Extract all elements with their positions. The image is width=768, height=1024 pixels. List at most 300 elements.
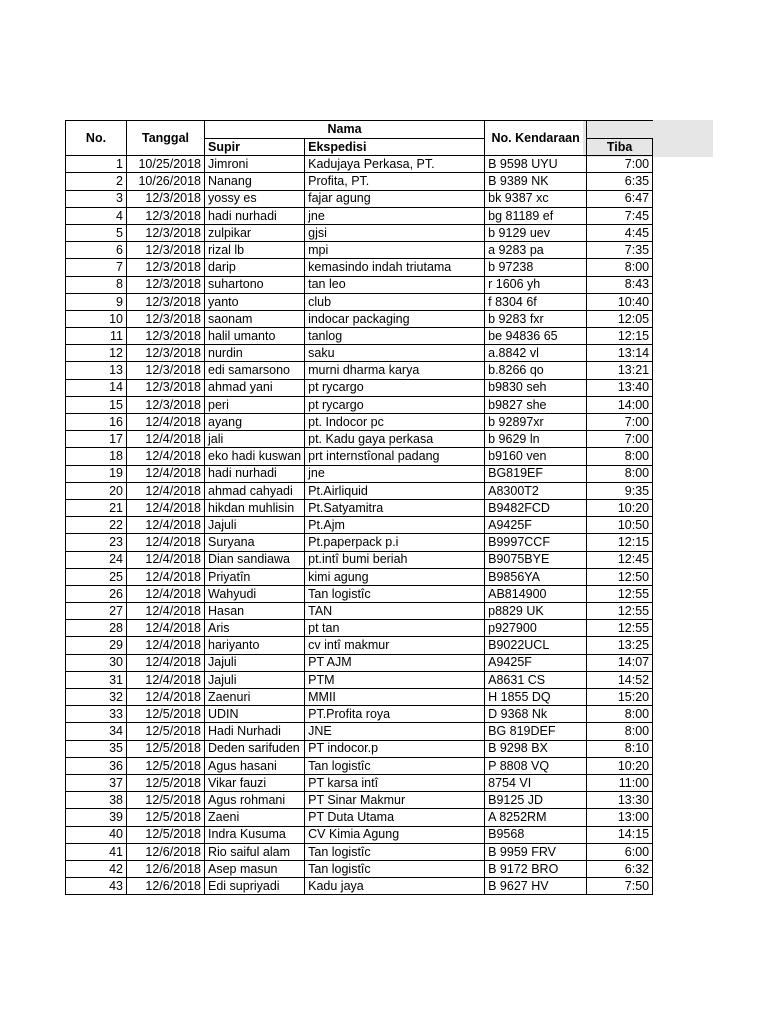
cell-kendaraan: B9856YA	[485, 568, 587, 585]
cell-ekspedisi: PT AJM	[305, 654, 485, 671]
cell-supir: edi samarsono	[205, 362, 305, 379]
table-row	[66, 860, 653, 877]
cell-supir: saonam	[205, 310, 305, 327]
cell-supir: yossy es	[205, 190, 305, 207]
table-row	[66, 362, 653, 379]
cell-tiba: 6:47	[587, 190, 653, 207]
cell-supir: Vikar fauzi	[205, 774, 305, 791]
cell-supir: Zaenuri	[205, 689, 305, 706]
cell-kendaraan: p927900	[485, 620, 587, 637]
cell-ekspedisi: PT Duta Utama	[305, 809, 485, 826]
cell-kendaraan: B9075BYE	[485, 551, 587, 568]
cell-kendaraan: b9160 ven	[485, 448, 587, 465]
cell-tiba: 6:35	[587, 173, 653, 190]
cell-supir: Edi supriyadi	[205, 878, 305, 895]
cell-tiba: 13:30	[587, 792, 653, 809]
cell-ekspedisi: Pt.Satyamitra	[305, 499, 485, 516]
cell-ekspedisi: MMII	[305, 689, 485, 706]
table-row	[66, 293, 653, 310]
cell-supir: Asep masun	[205, 860, 305, 877]
cell-tiba: 13:14	[587, 345, 653, 362]
cell-kendaraan: f 8304 6f	[485, 293, 587, 310]
cell-tiba: 8:00	[587, 259, 653, 276]
cell-no: 18	[66, 448, 127, 465]
cell-ekspedisi: TAN	[305, 603, 485, 620]
table-row	[66, 585, 653, 602]
cell-tanggal: 12/3/2018	[127, 224, 205, 241]
cell-tanggal: 10/26/2018	[127, 173, 205, 190]
cell-kendaraan: be 94836 65	[485, 328, 587, 345]
cell-ekspedisi: Pt.paperpack p.i	[305, 534, 485, 551]
cell-tiba: 7:45	[587, 207, 653, 224]
cell-no: 32	[66, 689, 127, 706]
cell-kendaraan: r 1606 yh	[485, 276, 587, 293]
cell-no: 39	[66, 809, 127, 826]
table-row	[66, 689, 653, 706]
cell-ekspedisi: pt. Indocor pc	[305, 414, 485, 431]
cell-tiba: 10:20	[587, 499, 653, 516]
cell-kendaraan: B9568	[485, 826, 587, 843]
cell-ekspedisi: Profita, PT.	[305, 173, 485, 190]
cell-no: 14	[66, 379, 127, 396]
cell-ekspedisi: Kadujaya Perkasa, PT.	[305, 156, 485, 173]
cell-kendaraan: bk 9387 xc	[485, 190, 587, 207]
cell-tiba: 7:00	[587, 431, 653, 448]
cell-ekspedisi: Pt.Airliquid	[305, 482, 485, 499]
cell-ekspedisi: kimi agung	[305, 568, 485, 585]
cell-tanggal: 12/4/2018	[127, 414, 205, 431]
cell-tiba: 15:20	[587, 689, 653, 706]
cell-kendaraan: b 9629 ln	[485, 431, 587, 448]
cell-tanggal: 12/3/2018	[127, 207, 205, 224]
header-ekspedisi: Ekspedisi	[305, 139, 485, 156]
cell-tiba: 10:40	[587, 293, 653, 310]
cell-kendaraan: P 8808 VQ	[485, 757, 587, 774]
cell-ekspedisi: club	[305, 293, 485, 310]
cell-kendaraan: D 9368 Nk	[485, 706, 587, 723]
cell-no: 41	[66, 843, 127, 860]
cell-no: 26	[66, 585, 127, 602]
cell-supir: hariyanto	[205, 637, 305, 654]
cell-tanggal: 12/4/2018	[127, 448, 205, 465]
cell-supir: ahmad yani	[205, 379, 305, 396]
cell-kendaraan: H 1855 DQ	[485, 689, 587, 706]
cell-supir: Hasan	[205, 603, 305, 620]
table-row	[66, 173, 653, 190]
cell-ekspedisi: pt. Kadu gaya perkasa	[305, 431, 485, 448]
cell-tanggal: 12/4/2018	[127, 465, 205, 482]
cell-tiba: 13:21	[587, 362, 653, 379]
cell-tiba: 12:55	[587, 585, 653, 602]
cell-ekspedisi: Tan logistîc	[305, 843, 485, 860]
cell-tanggal: 12/3/2018	[127, 242, 205, 259]
cell-no: 38	[66, 792, 127, 809]
cell-no: 16	[66, 414, 127, 431]
cell-no: 40	[66, 826, 127, 843]
cell-no: 31	[66, 671, 127, 688]
cell-ekspedisi: Tan logistîc	[305, 757, 485, 774]
table-row	[66, 826, 653, 843]
cell-tanggal: 12/4/2018	[127, 637, 205, 654]
cell-tanggal: 12/3/2018	[127, 190, 205, 207]
cell-supir: Agus hasani	[205, 757, 305, 774]
cell-tiba: 13:40	[587, 379, 653, 396]
table-row	[66, 637, 653, 654]
cell-kendaraan: B 9627 HV	[485, 878, 587, 895]
cell-supir: UDIN	[205, 706, 305, 723]
cell-no: 33	[66, 706, 127, 723]
cell-supir: ayang	[205, 414, 305, 431]
cell-kendaraan: B 9172 BRO	[485, 860, 587, 877]
cell-tiba: 12:45	[587, 551, 653, 568]
cell-tiba: 7:35	[587, 242, 653, 259]
header-supir: Supir	[205, 139, 305, 156]
cell-supir: hikdan muhlisin	[205, 499, 305, 516]
cell-ekspedisi: pt tan	[305, 620, 485, 637]
table-row	[66, 242, 653, 259]
cell-ekspedisi: prt internstîonal padang	[305, 448, 485, 465]
cell-no: 22	[66, 517, 127, 534]
table-row	[66, 190, 653, 207]
cell-no: 15	[66, 396, 127, 413]
cell-kendaraan: p8829 UK	[485, 603, 587, 620]
cell-tiba: 10:50	[587, 517, 653, 534]
cell-no: 34	[66, 723, 127, 740]
cell-kendaraan: b 97238	[485, 259, 587, 276]
cell-ekspedisi: CV Kimia Agung	[305, 826, 485, 843]
cell-no: 24	[66, 551, 127, 568]
cell-ekspedisi: murni dharma karya	[305, 362, 485, 379]
table-row	[66, 482, 653, 499]
cell-ekspedisi: PT.Profita roya	[305, 706, 485, 723]
table-row	[66, 671, 653, 688]
cell-kendaraan: B9997CCF	[485, 534, 587, 551]
cell-tiba: 8:43	[587, 276, 653, 293]
cell-ekspedisi: Pt.Ajm	[305, 517, 485, 534]
cell-supir: hadi nurhadi	[205, 207, 305, 224]
table-row	[66, 259, 653, 276]
cell-ekspedisi: jne	[305, 207, 485, 224]
cell-supir: rizal lb	[205, 242, 305, 259]
cell-tanggal: 12/6/2018	[127, 860, 205, 877]
cell-no: 12	[66, 345, 127, 362]
table-row	[66, 431, 653, 448]
cell-ekspedisi: tanlog	[305, 328, 485, 345]
cell-tanggal: 12/4/2018	[127, 671, 205, 688]
cell-no: 20	[66, 482, 127, 499]
table-row	[66, 224, 653, 241]
cell-ekspedisi: mpi	[305, 242, 485, 259]
cell-no: 36	[66, 757, 127, 774]
cell-supir: Rio saiful alam	[205, 843, 305, 860]
cell-no: 27	[66, 603, 127, 620]
cell-kendaraan: b.8266 qo	[485, 362, 587, 379]
cell-no: 25	[66, 568, 127, 585]
cell-tanggal: 12/4/2018	[127, 620, 205, 637]
cell-kendaraan: A9425F	[485, 517, 587, 534]
cell-tanggal: 12/5/2018	[127, 826, 205, 843]
cell-tanggal: 12/4/2018	[127, 499, 205, 516]
cell-ekspedisi: cv intî makmur	[305, 637, 485, 654]
table-row	[66, 499, 653, 516]
table-header	[66, 121, 653, 156]
cell-kendaraan: b9830 seh	[485, 379, 587, 396]
cell-tanggal: 12/3/2018	[127, 379, 205, 396]
cell-kendaraan: B9125 JD	[485, 792, 587, 809]
cell-supir: peri	[205, 396, 305, 413]
cell-supir: Zaeni	[205, 809, 305, 826]
cell-supir: Wahyudi	[205, 585, 305, 602]
cell-tanggal: 12/5/2018	[127, 706, 205, 723]
table-row	[66, 603, 653, 620]
cell-ekspedisi: kemasindo indah triutama	[305, 259, 485, 276]
cell-tiba: 8:00	[587, 723, 653, 740]
cell-tiba: 12:15	[587, 534, 653, 551]
cell-no: 3	[66, 190, 127, 207]
cell-ekspedisi: gjsi	[305, 224, 485, 241]
cell-kendaraan: B 9298 BX	[485, 740, 587, 757]
cell-no: 11	[66, 328, 127, 345]
cell-kendaraan: b9827 she	[485, 396, 587, 413]
cell-supir: eko hadi kuswan	[205, 448, 305, 465]
cell-tiba: 12:55	[587, 603, 653, 620]
cell-tanggal: 12/3/2018	[127, 293, 205, 310]
cell-kendaraan: bg 81189 ef	[485, 207, 587, 224]
table-row	[66, 774, 653, 791]
table-row	[66, 757, 653, 774]
cell-tanggal: 12/5/2018	[127, 809, 205, 826]
cell-tiba: 12:55	[587, 620, 653, 637]
cell-supir: Aris	[205, 620, 305, 637]
header-no: No.	[66, 121, 127, 156]
cell-tiba: 4:45	[587, 224, 653, 241]
cell-kendaraan: 8754 VI	[485, 774, 587, 791]
cell-kendaraan: A8300T2	[485, 482, 587, 499]
cell-ekspedisi: PT indocor.p	[305, 740, 485, 757]
cell-kendaraan: b 9129 uev	[485, 224, 587, 241]
cell-tanggal: 12/6/2018	[127, 843, 205, 860]
cell-supir: zulpikar	[205, 224, 305, 241]
table-row	[66, 414, 653, 431]
cell-tiba: 8:00	[587, 706, 653, 723]
cell-supir: Jajuli	[205, 654, 305, 671]
cell-ekspedisi: Tan logistîc	[305, 585, 485, 602]
table-row	[66, 276, 653, 293]
header-nama: Nama	[205, 121, 485, 139]
cell-ekspedisi: jne	[305, 465, 485, 482]
cell-ekspedisi: PT Sinar Makmur	[305, 792, 485, 809]
cell-kendaraan: b 92897xr	[485, 414, 587, 431]
table-row	[66, 723, 653, 740]
cell-tiba: 11:00	[587, 774, 653, 791]
table-row	[66, 310, 653, 327]
cell-supir: Indra Kusuma	[205, 826, 305, 843]
cell-kendaraan: A9425F	[485, 654, 587, 671]
cell-no: 23	[66, 534, 127, 551]
cell-tiba: 7:00	[587, 414, 653, 431]
cell-ekspedisi: fajar agung	[305, 190, 485, 207]
cell-supir: Jajuli	[205, 671, 305, 688]
cell-tiba: 8:00	[587, 448, 653, 465]
cell-kendaraan: A 8252RM	[485, 809, 587, 826]
cell-kendaraan: B 9959 FRV	[485, 843, 587, 860]
cell-no: 1	[66, 156, 127, 173]
table-row	[66, 568, 653, 585]
table-row	[66, 809, 653, 826]
cell-no: 9	[66, 293, 127, 310]
cell-tanggal: 12/4/2018	[127, 585, 205, 602]
cell-no: 37	[66, 774, 127, 791]
cell-no: 5	[66, 224, 127, 241]
cell-tanggal: 10/25/2018	[127, 156, 205, 173]
cell-tiba: 6:00	[587, 843, 653, 860]
cell-tanggal: 12/4/2018	[127, 431, 205, 448]
table-row	[66, 740, 653, 757]
cell-ekspedisi: Kadu jaya	[305, 878, 485, 895]
cell-no: 28	[66, 620, 127, 637]
cell-no: 43	[66, 878, 127, 895]
cell-tanggal: 12/3/2018	[127, 328, 205, 345]
cell-tiba: 8:10	[587, 740, 653, 757]
cell-tiba: 13:00	[587, 809, 653, 826]
cell-ekspedisi: PT karsa intî	[305, 774, 485, 791]
cell-no: 10	[66, 310, 127, 327]
table-row	[66, 345, 653, 362]
table-row	[66, 534, 653, 551]
header-kendaraan: No. Kendaraan	[485, 121, 587, 156]
cell-tanggal: 12/4/2018	[127, 603, 205, 620]
cell-tiba: 7:50	[587, 878, 653, 895]
table-row	[66, 620, 653, 637]
cell-kendaraan: A8631 CS	[485, 671, 587, 688]
cell-tiba: 14:52	[587, 671, 653, 688]
cell-tanggal: 12/4/2018	[127, 482, 205, 499]
cell-no: 29	[66, 637, 127, 654]
cell-tiba: 7:00	[587, 156, 653, 173]
cell-tanggal: 12/5/2018	[127, 757, 205, 774]
cell-no: 30	[66, 654, 127, 671]
cell-kendaraan: BG 819DEF	[485, 723, 587, 740]
cell-tanggal: 12/3/2018	[127, 310, 205, 327]
cell-supir: ahmad cahyadi	[205, 482, 305, 499]
table-row	[66, 792, 653, 809]
cell-no: 19	[66, 465, 127, 482]
cell-ekspedisi: indocar packaging	[305, 310, 485, 327]
cell-supir: Jajuli	[205, 517, 305, 534]
cell-kendaraan: a 9283 pa	[485, 242, 587, 259]
cell-tanggal: 12/3/2018	[127, 259, 205, 276]
cell-tanggal: 12/5/2018	[127, 723, 205, 740]
cell-tanggal: 12/3/2018	[127, 276, 205, 293]
cell-tanggal: 12/4/2018	[127, 551, 205, 568]
table-row	[66, 396, 653, 413]
cell-supir: nurdin	[205, 345, 305, 362]
table-body	[66, 156, 653, 895]
cell-tanggal: 12/3/2018	[127, 362, 205, 379]
cell-tanggal: 12/5/2018	[127, 774, 205, 791]
table-row	[66, 878, 653, 895]
cell-tiba: 10:20	[587, 757, 653, 774]
cell-ekspedisi: tan leo	[305, 276, 485, 293]
cell-no: 8	[66, 276, 127, 293]
cell-tanggal: 12/5/2018	[127, 740, 205, 757]
cell-tanggal: 12/4/2018	[127, 654, 205, 671]
cell-supir: jali	[205, 431, 305, 448]
cell-tiba: 9:35	[587, 482, 653, 499]
cell-ekspedisi: saku	[305, 345, 485, 362]
cell-tanggal: 12/4/2018	[127, 534, 205, 551]
cell-tiba: 6:32	[587, 860, 653, 877]
cell-ekspedisi: PTM	[305, 671, 485, 688]
table-row	[66, 207, 653, 224]
cell-kendaraan: B9022UCL	[485, 637, 587, 654]
cell-tanggal: 12/4/2018	[127, 568, 205, 585]
cell-supir: Hadi Nurhadi	[205, 723, 305, 740]
table-row	[66, 156, 653, 173]
arrival-log-table	[65, 120, 653, 895]
cell-tiba: 12:15	[587, 328, 653, 345]
header-tiba-top	[587, 121, 653, 139]
table-row	[66, 465, 653, 482]
cell-no: 21	[66, 499, 127, 516]
cell-tiba: 8:00	[587, 465, 653, 482]
cell-tanggal: 12/4/2018	[127, 517, 205, 534]
cell-supir: Jimroni	[205, 156, 305, 173]
cell-no: 17	[66, 431, 127, 448]
cell-no: 35	[66, 740, 127, 757]
table-row	[66, 379, 653, 396]
cell-supir: Deden sarifuden	[205, 740, 305, 757]
cell-supir: suhartono	[205, 276, 305, 293]
cell-tiba: 14:15	[587, 826, 653, 843]
cell-supir: halil umanto	[205, 328, 305, 345]
cell-tanggal: 12/3/2018	[127, 345, 205, 362]
cell-tanggal: 12/6/2018	[127, 878, 205, 895]
cell-supir: Priyatîn	[205, 568, 305, 585]
cell-ekspedisi: pt rycargo	[305, 396, 485, 413]
cell-supir: Dian sandiawa	[205, 551, 305, 568]
cell-kendaraan: B 9598 UYU	[485, 156, 587, 173]
cell-supir: hadi nurhadi	[205, 465, 305, 482]
header-tiba: Tiba	[587, 139, 653, 156]
cell-no: 7	[66, 259, 127, 276]
cell-ekspedisi: Tan logistîc	[305, 860, 485, 877]
cell-kendaraan: AB814900	[485, 585, 587, 602]
cell-tiba: 14:00	[587, 396, 653, 413]
cell-tanggal: 12/5/2018	[127, 792, 205, 809]
cell-no: 2	[66, 173, 127, 190]
table-row	[66, 654, 653, 671]
table-row	[66, 706, 653, 723]
table-row	[66, 551, 653, 568]
cell-supir: darip	[205, 259, 305, 276]
cell-tiba: 14:07	[587, 654, 653, 671]
cell-supir: Suryana	[205, 534, 305, 551]
header-tanggal: Tanggal	[127, 121, 205, 156]
cell-ekspedisi: pt rycargo	[305, 379, 485, 396]
cell-no: 4	[66, 207, 127, 224]
cell-ekspedisi: JNE	[305, 723, 485, 740]
cell-kendaraan: B 9389 NK	[485, 173, 587, 190]
table-row	[66, 843, 653, 860]
cell-kendaraan: a.8842 vl	[485, 345, 587, 362]
cell-kendaraan: BG819EF	[485, 465, 587, 482]
cell-supir: Nanang	[205, 173, 305, 190]
cell-kendaraan: b 9283 fxr	[485, 310, 587, 327]
cell-no: 13	[66, 362, 127, 379]
cell-no: 6	[66, 242, 127, 259]
cell-kendaraan: B9482FCD	[485, 499, 587, 516]
